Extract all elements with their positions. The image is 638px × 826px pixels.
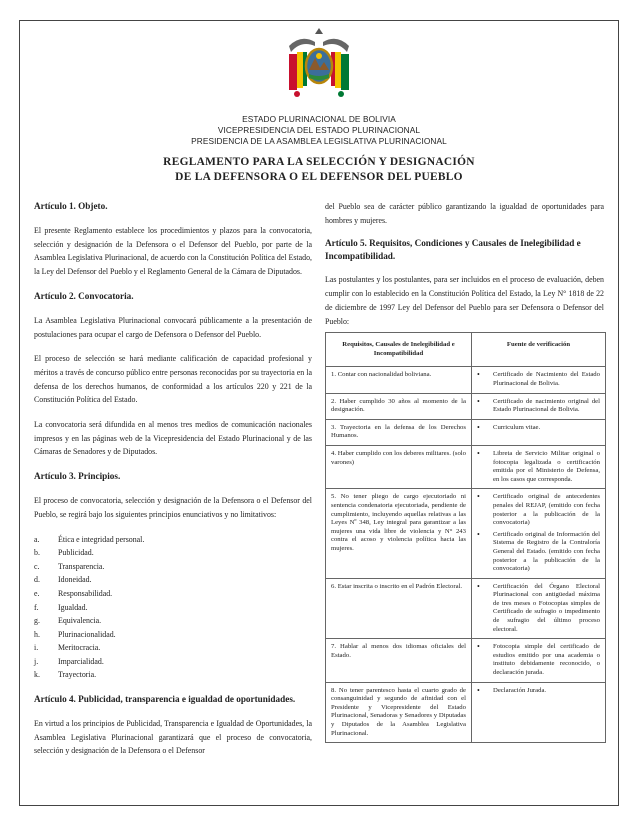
requirement-text: 1. Contar con nacionalidad boliviana. [331, 371, 432, 379]
requirement-text: 2. Haber cumplido 30 años al momento de la designación. [331, 397, 466, 414]
article-4-text: En virtud a los principios de Publicidad, Transparencia e Igualdad de Oportunidades, la Asamblea Legislativa Plurinacional garantizará que el proceso de convocatoria, selección y designación de la Defensora o el Defensor [34, 719, 312, 756]
article-4-continuation: del Pueblo sea de carácter público garantizando la igualdad de oportunidades para hombres y mujeres. [325, 202, 604, 225]
bullet-icon: • [477, 529, 480, 539]
verification-cell [472, 419, 606, 445]
principle-letter: j. [34, 656, 39, 666]
principle-text: Meritocracia. [58, 643, 101, 653]
verification-cell [472, 639, 606, 682]
principle-text: Imparcialidad. [58, 656, 104, 666]
flags-right-icon [331, 52, 349, 90]
verification-item [477, 687, 600, 696]
article-4-title: Artículo 4. Publicidad, transparencia e igualdad de oportunidades. [34, 694, 296, 705]
principle-item [34, 641, 312, 655]
requirement-text: 3. Trayectoria en la defensa de los Derechos Humanos. [331, 423, 466, 440]
requirement-cell [326, 445, 472, 488]
requirement-cell [326, 682, 472, 743]
article-2-paragraph-1: La Asamblea Legislativa Plurinacional convocará públicamente a la presentación de postulaciones para ocupar el cargo de Defensora o Defensor del Pueblo. [34, 315, 312, 339]
org-line-1: ESTADO PLURINACIONAL DE BOLIVIA [242, 114, 396, 124]
coat-of-arms-icon [287, 24, 351, 98]
verification-item [477, 450, 600, 484]
bullet-icon: • [477, 370, 480, 380]
bullet-icon: • [477, 396, 480, 406]
title-line-1: REGLAMENTO PARA LA SELECCIÓN Y DESIGNACIÓN [163, 156, 475, 168]
requirement-cell [326, 489, 472, 578]
bullet-icon: • [477, 492, 480, 502]
principle-letter: a. [34, 534, 40, 544]
table-row [326, 489, 606, 578]
requirement-cell [326, 393, 472, 419]
principle-text: Ética e integridad personal. [58, 534, 145, 544]
verification-item [477, 531, 600, 574]
principle-text: Plurinacionalidad. [58, 629, 116, 639]
document-title [0, 155, 638, 185]
bullet-icon: • [477, 685, 480, 695]
org-line-2: VICEPRESIDENCIA DEL ESTADO PLURINACIONAL [217, 125, 421, 135]
left-column [34, 200, 312, 758]
principle-letter: g. [34, 616, 40, 626]
verification-text: Curriculum vitae. [493, 423, 541, 431]
title-line-2: DE LA DEFENSORA O EL DEFENSOR DEL PUEBLO [175, 171, 463, 183]
article-2-paragraph-3: La convocatoria será difundida en al menos tres medios de comunicación nacionales impresos y en las páginas web de la Vicepresidencia del Estado Plurinacional y de las Cámaras de Senadores y de Diputados. [34, 420, 312, 457]
principle-text: Trayectoria. [58, 670, 97, 680]
principle-item [34, 573, 312, 587]
requirement-cell [326, 419, 472, 445]
principle-item [34, 560, 312, 574]
article-2-paragraph-2: El proceso de selección se hará mediante calificación de capacidad profesional y méritos a través de concurso público entre personas reconocidas por su trayectoria en la defensa de los derechos humanos, de conformidad a los artículos 220 y 221 de la Constitución Política del Estado. [34, 354, 312, 405]
verification-text: Declaración Jurada. [493, 686, 547, 694]
table-row [326, 682, 606, 743]
verification-text: Certificado de Nacimiento del Estado Plurinacional de Bolivia. [493, 371, 600, 387]
verification-text: Certificado original de Información del Sistema de Registro de la Contraloría General del Estado. (emitido con fecha posterior a la publicación de la convocatoria) [493, 530, 600, 573]
verification-cell [472, 367, 606, 393]
verification-item [477, 424, 600, 433]
article-3-title: Artículo 3. Principios. [34, 471, 121, 482]
table-row [326, 393, 606, 419]
principle-text: Igualdad. [58, 602, 88, 612]
article-2-title: Artículo 2. Convocatoria. [34, 290, 134, 301]
verification-cell [472, 578, 606, 639]
bullet-icon: • [477, 448, 480, 458]
verification-text: Certificación del Órgano Electoral Plurinacional con antigüedad máxima de tres meses o Fotocopias simples de Certificado de sufragio o impedimento de sufragio del último proceso electoral. [493, 582, 600, 633]
table-row [326, 445, 606, 488]
principle-text: Responsabilidad. [58, 588, 113, 598]
principle-letter: e. [34, 588, 40, 598]
principle-letter: c. [34, 561, 40, 571]
verification-cell [472, 393, 606, 419]
verification-item [477, 398, 600, 415]
principle-item [34, 655, 312, 669]
requirement-text: 8. No tener parentesco hasta el cuarto grado de consanguinidad y segundo de afinidad con el Presidente y Vicepresidente del Estado Plurinacional, Senadoras y Senadores y Diputadas y Diputados de la Asamblea Legislativa Plurinacional. [331, 686, 466, 737]
verification-text: Certificado original de antecedentes penales del REJAP, (emitido con fecha posterior a la publicación de la convocatoria) [493, 493, 600, 527]
requirement-text: 7. Hablar al menos dos idiomas oficiales del Estado. [331, 643, 466, 659]
article-1-text: El presente Reglamento establece los procedimientos y plazos para la convocatoria, selección y designación de la Defensora o el Defensor del Pueblo, por parte de la Asamblea Legislativa Plurinacional, de acuerdo con la Constitución Política del Estado, la Ley del Defensor del Pueblo y el Reglamento General de la Cámara de Diputados. [34, 226, 312, 277]
principle-letter: d. [34, 575, 40, 585]
principle-letter: b. [34, 548, 40, 558]
org-line-3: PRESIDENCIA DE LA ASAMBLEA LEGISLATIVA PLURINACIONAL [191, 136, 447, 146]
header-requirements: Requisitos, Causales de Inelegibilidad e Incompatibilidad [326, 333, 472, 367]
requirement-text: 4. Haber cumplido con los deberes militares. (solo varones) [331, 449, 466, 466]
requirements-table [325, 332, 606, 743]
principle-item [34, 533, 312, 547]
verification-item [477, 371, 600, 388]
bullet-icon: • [477, 581, 480, 591]
requirement-text: 5. No tener pliego de cargo ejecutoriado ni sentencia condenatoria ejecutoriada, pendiente de cumplimiento, incluyendo aquellas relativas a las Leyes Nº 348, Ley integral para garantizar a las mujeres una vida libre de violencia y N° 243 contra el acoso y violencia política hacia las mujeres. [331, 493, 466, 552]
verification-text: Certificado de nacimiento original del Estado Plurinacional de Bolivia. [493, 397, 600, 414]
article-5-title: Artículo 5. Requisitos, Condiciones y Causales de Inelegibilidad e Incompatibilidad. [325, 238, 581, 262]
principles-list [34, 533, 312, 683]
principle-item [34, 628, 312, 642]
verification-text: Fotocopia simple del certificado de estudios emitido por una academia o instituto debidamente reconocido, o declaración jurada. [493, 643, 600, 677]
flags-left-icon [289, 52, 307, 90]
table-row [326, 367, 606, 393]
right-column [325, 200, 604, 743]
principle-letter: f. [34, 602, 39, 612]
principle-text: Transparencia. [58, 561, 105, 571]
bullet-icon: • [477, 422, 480, 432]
principle-letter: k. [34, 670, 40, 680]
table-header-row [326, 333, 606, 367]
requirement-text: 6. Estar inscrita o inscrito en el Padrón Electoral. [331, 582, 463, 590]
principle-item [34, 614, 312, 628]
requirement-cell [326, 639, 472, 682]
principle-text: Equivalencia. [58, 616, 102, 626]
organization-header [0, 114, 638, 147]
verification-cell [472, 489, 606, 578]
header-verification-source: Fuente de verificación [472, 333, 606, 367]
principle-text: Idoneidad. [58, 575, 92, 585]
verification-text: Libreta de Servicio Militar original o fotocopia legalizada o certificación emitida por el Ministerio de Defensa, en los casos que corresponda. [493, 449, 600, 483]
table-row [326, 578, 606, 639]
bullet-icon: • [477, 642, 480, 652]
article-3-text: El proceso de convocatoria, selección y designación de la Defensora o el Defensor del Pueblo, se regirá bajo los siguientes principios enunciativos y no limitativos: [34, 496, 312, 519]
table-row [326, 639, 606, 682]
article-5-text: Las postulantes y los postulantes, para ser incluidos en el proceso de evaluación, deben cumplir con lo establecido en la Constitución Política del Estado, la Ley N° 1818 de 22 de diciembre de 1997 Ley del Defensor del Pueblo para ser Defensora o Defensor del Pueblo: [325, 275, 604, 326]
verification-item [477, 583, 600, 635]
principle-item [34, 587, 312, 601]
principle-letter: h. [34, 629, 40, 639]
principle-item [34, 601, 312, 615]
requirement-cell [326, 367, 472, 393]
principle-item [34, 668, 312, 682]
article-1-title: Artículo 1. Objeto. [34, 201, 108, 211]
verification-item [477, 493, 600, 527]
table-row [326, 419, 606, 445]
principle-item [34, 546, 312, 560]
verification-cell [472, 682, 606, 743]
requirement-cell [326, 578, 472, 639]
principle-text: Publicidad. [58, 548, 94, 558]
principle-letter: i. [34, 643, 39, 653]
verification-item [477, 643, 600, 677]
verification-cell [472, 445, 606, 488]
